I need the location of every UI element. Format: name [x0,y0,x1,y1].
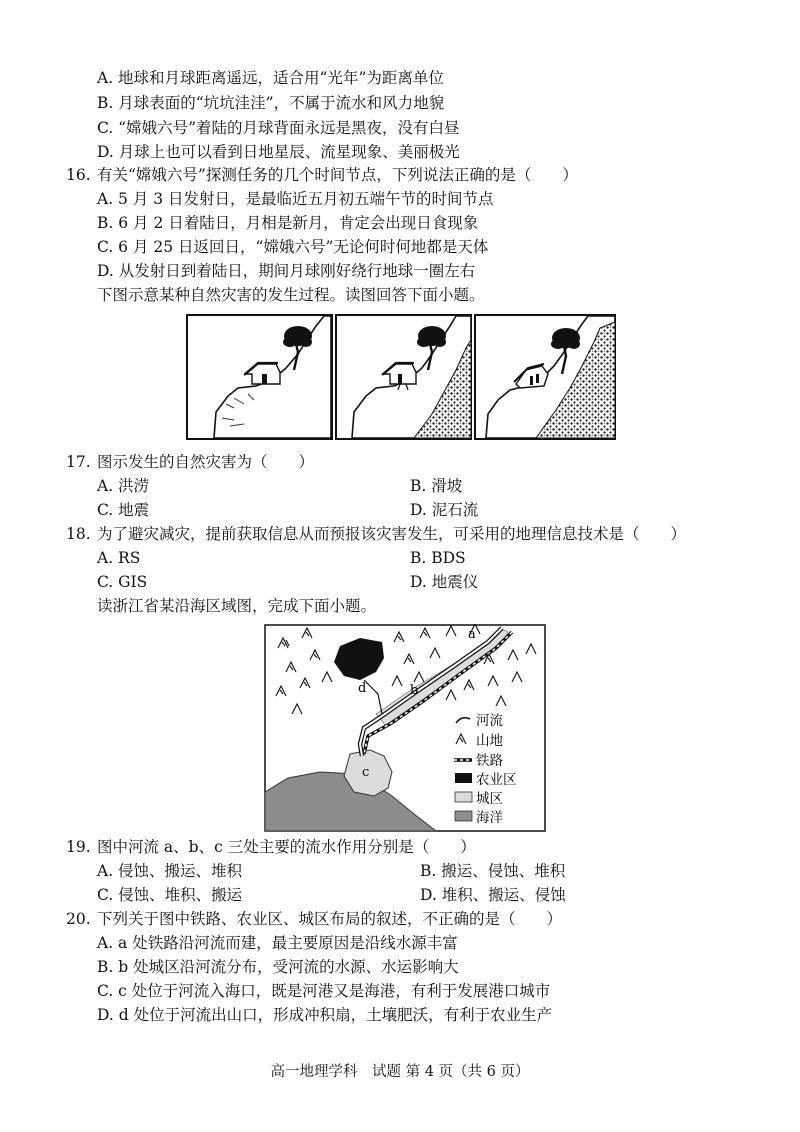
q16-option-a: A. 5 月 3 日发射日，是最临近五月初五端午节的时间节点 [97,190,494,208]
q16-number: 16. [66,166,91,184]
disaster-panel-2 [336,315,471,439]
coastal-map [264,624,546,832]
page-footer: 高一地理学科 试题 第 4 页（共 6 页） [270,1064,530,1080]
svg-text:海洋: 海洋 [476,810,503,826]
q19-option-a: A. 侵蚀、搬运、堆积 [97,862,243,880]
q17-stem: 图示发生的自然灾害为（ ） [97,453,315,471]
q19-stem: 图中河流 a、b、c 三处主要的流水作用分别是（ ） [97,838,476,856]
disaster-panel-1 [187,315,332,439]
q16-option-d: D. 从发射日到着陆日，期间月球刚好绕行地球一圈左右 [97,262,476,280]
q16-stem: 有关“嫦娥六号”探测任务的几个时间节点，下列说法正确的是（ ） [97,166,578,184]
q20-number: 20. [66,910,91,928]
q15-option-b: B. 月球表面的“坑坑洼洼”，不属于流水和风力地貌 [97,94,445,112]
q16-option-c: C. 6 月 25 日返回日，“嫦娥六号”无论何时何地都是天体 [97,238,489,256]
q20-option-b: B. b 处城区沿河流分布，受河流的水源、水运影响大 [97,958,459,976]
svg-text:山地: 山地 [476,733,503,749]
map-label-d: d [358,681,367,696]
q15-option-c: C. “嫦娥六号”着陆的月球背面永远是黑夜，没有白昼 [97,119,460,137]
q17-option-d: D. 泥石流 [410,501,479,519]
svg-text:农业区: 农业区 [476,772,517,788]
q15-option-d: D. 月球上也可以看到日地星辰、流星现象、美丽极光 [97,143,460,161]
q19-option-c: C. 侵蚀、堆积、搬运 [97,886,243,904]
svg-text:河流: 河流 [476,713,503,729]
map-legend [450,706,544,830]
map-label-a: a [468,627,476,642]
q19-option-b: B. 搬运、侵蚀、堆积 [420,862,566,880]
q18-option-a: A. RS [97,549,141,567]
disaster-figure [186,314,616,440]
q16-option-b: B. 6 月 2 日着陆日，月相是新月，肯定会出现日食现象 [97,214,479,232]
q20-option-d: D. d 处位于河流出山口，形成冲积扇，土壤肥沃，有利于农业生产 [97,1006,553,1024]
q17-option-b: B. 滑坡 [410,477,463,495]
q17-number: 17. [66,453,91,471]
q20-stem: 下列关于图中铁路、农业区、城区布局的叙述，不正确的是（ ） [97,910,563,928]
map-label-b: b [410,683,419,698]
q17-option-c: C. 地震 [97,501,150,519]
q18-option-c: C. GIS [97,573,148,591]
q18-stem: 为了避灾减灾，提前获取信息从而预报该灾害发生，可采用的地理信息技术是（ ） [97,525,687,543]
q19-option-d: D. 堆积、搬运、侵蚀 [420,886,566,904]
map-intro: 读浙江省某沿海区域图，完成下面小题。 [97,597,377,615]
q19-number: 19. [66,838,91,856]
disaster-panel-3 [475,315,615,439]
q15-option-a: A. 地球和月球距离遥远，适合用“光年”为距离单位 [97,69,444,87]
svg-text:城区: 城区 [476,791,503,807]
q20-option-c: C. c 处位于河流入海口，既是河港又是海港，有利于发展港口城市 [97,982,551,1000]
q20-option-a: A. a 处铁路沿河流而建，最主要原因是沿线水源丰富 [97,934,458,952]
q18-number: 18. [66,525,91,543]
map-label-c: c [362,765,370,780]
q18-option-d: D. 地震仪 [410,573,479,591]
disaster-intro: 下图示意某种自然灾害的发生过程。读图回答下面小题。 [97,286,485,304]
q17-option-a: A. 洪涝 [97,477,150,495]
q18-option-b: B. BDS [410,549,466,567]
svg-text:铁路: 铁路 [476,753,503,769]
